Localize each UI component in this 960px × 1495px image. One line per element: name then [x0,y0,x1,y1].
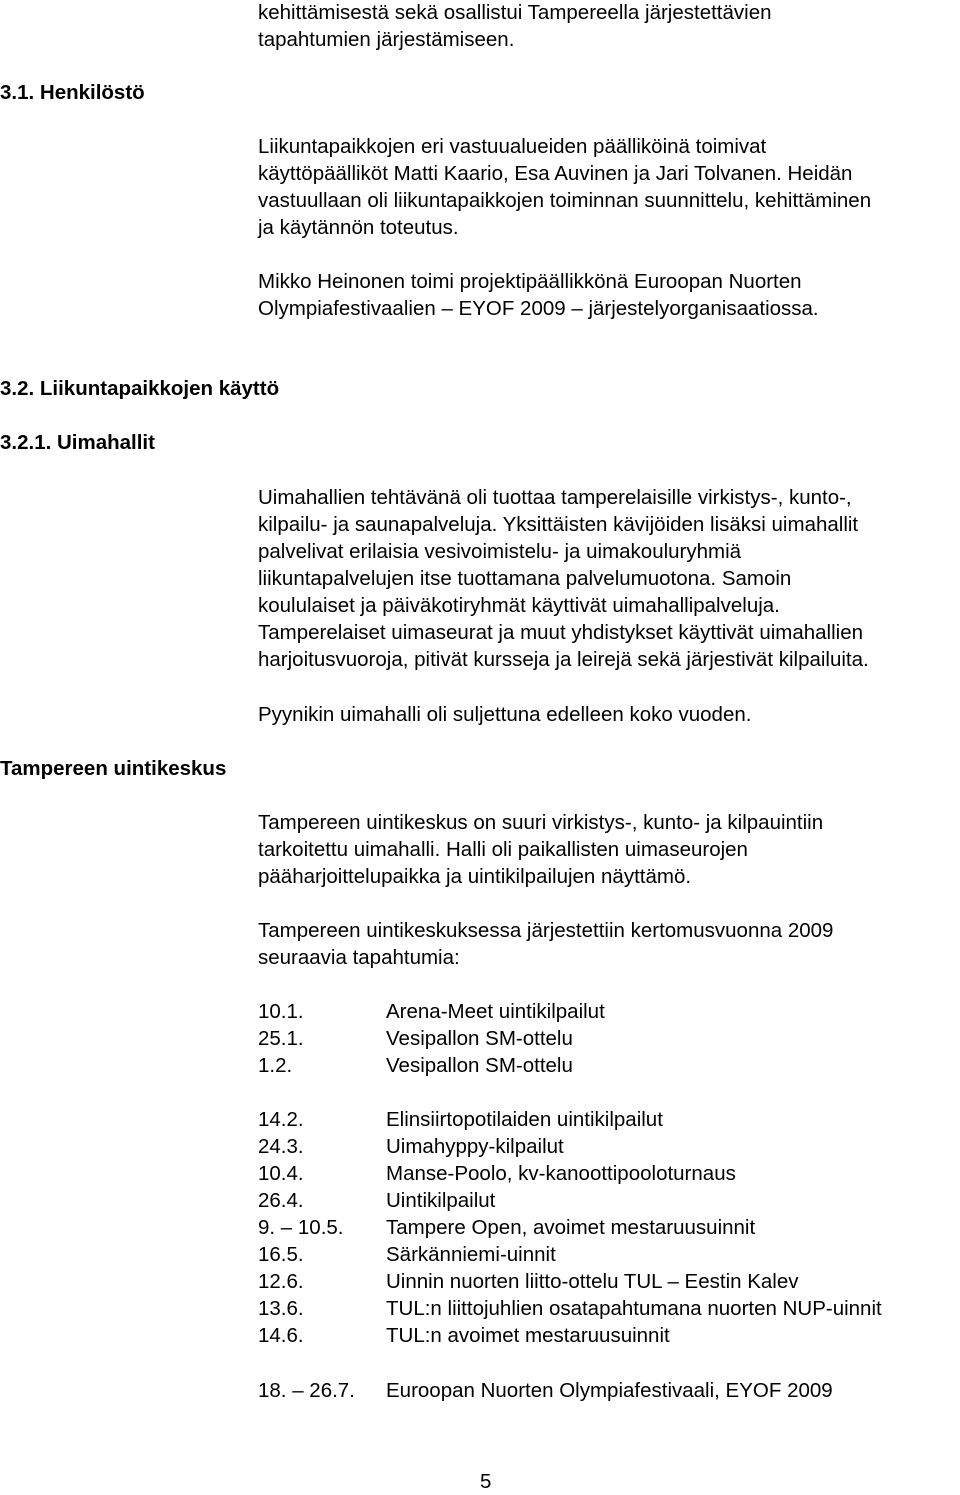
event-date: 24.3. [258,1135,304,1158]
text-line: koululaiset ja päiväkotiryhmät käyttivät uimahallipalveluja. [258,594,780,617]
text-line: liikuntapalvelujen itse tuottamana palvelumuotona. Samoin [258,567,792,590]
event-name: Vesipallon SM-ottelu [386,1054,573,1077]
text-line: pääharjoittelupaikka ja uintikilpailujen näyttämö. [258,865,692,888]
event-name: Tampere Open, avoimet mestaruusuinnit [386,1216,756,1239]
event-name: TUL:n liittojuhlien osatapahtumana nuorten NUP-uinnit [386,1297,882,1320]
text-line: Tampereen uintikeskus on suuri virkistys-, kunto- ja kilpauintiin [258,811,824,834]
event-name: Arena-Meet uintikilpailut [386,1000,605,1023]
text-line: Mikko Heinonen toimi projektipäällikkönä Euroopan Nuorten [258,270,802,293]
event-name: Särkänniemi-uinnit [386,1243,556,1266]
text-line: Tampereen uintikeskuksessa järjestettiin kertomusvuonna 2009 [258,919,834,942]
section-heading-kaytto: 3.2. Liikuntapaikkojen käyttö [0,377,280,400]
text-line: Uimahallien tehtävänä oli tuottaa tamperelaisille virkistys-, kunto-, [258,486,852,509]
text-line: kilpailu- ja saunapalveluja. Yksittäisten kävijöiden lisäksi uimahallit [258,513,859,536]
event-date: 13.6. [258,1297,304,1320]
event-date: 10.4. [258,1162,304,1185]
text-line: Tamperelaiset uimaseurat ja muut yhdistykset käyttivät uimahallien [258,621,864,644]
text-line: harjoitusvuoroja, pitivät kursseja ja leirejä sekä järjestivät kilpailuita. [258,648,869,671]
text-line: kehittämisestä sekä osallistui Tampereella järjestettävien [258,1,772,24]
event-date: 9. – 10.5. [258,1216,344,1239]
text-line: palvelivat erilaisia vesivoimistelu- ja uimakouluryhmiä [258,540,742,563]
event-name: Uinnin nuorten liitto-ottelu TUL – Eestin Kalev [386,1270,799,1293]
section-heading-uintikeskus: Tampereen uintikeskus [0,757,227,780]
event-name: Uintikilpailut [386,1189,496,1212]
text-line: tarkoitettu uimahalli. Halli oli paikallisten uimaseurojen [258,838,748,861]
event-name: Manse-Poolo, kv-kanoottipooloturnaus [386,1162,736,1185]
event-name: Vesipallon SM-ottelu [386,1027,573,1050]
event-date: 18. – 26.7. [258,1379,355,1402]
event-date: 10.1. [258,1000,304,1023]
event-date: 25.1. [258,1027,304,1050]
section-heading-uimahallit: 3.2.1. Uimahallit [0,431,155,454]
text-line: Olympiafestivaalien – EYOF 2009 – järjestelyorganisaatiossa. [258,297,819,320]
text-line: käyttöpäälliköt Matti Kaario, Esa Auvinen ja Jari Tolvanen. Heidän [258,162,853,185]
event-name: Euroopan Nuorten Olympiafestivaali, EYOF 2009 [386,1379,833,1402]
text-line: ja käytännön toteutus. [258,216,459,239]
text-line: vastuullaan oli liikuntapaikkojen toiminnan suunnittelu, kehittäminen [258,189,872,212]
uimahallit-paragraph-2: Pyynikin uimahalli oli suljettuna edelleen koko vuoden. [258,703,752,726]
event-date: 1.2. [258,1054,293,1077]
text-line: seuraavia tapahtumia: [258,946,460,969]
event-date: 26.4. [258,1189,304,1212]
page-number: 5 [480,1470,492,1493]
event-date: 16.5. [258,1243,304,1266]
text-line: tapahtumien järjestämiseen. [258,28,515,51]
event-date: 12.6. [258,1270,304,1293]
event-date: 14.2. [258,1108,304,1131]
event-name: Uimahyppy-kilpailut [386,1135,564,1158]
event-name: Elinsiirtopotilaiden uintikilpailut [386,1108,663,1131]
section-heading-henkilosto: 3.1. Henkilöstö [0,81,145,104]
text-line: Liikuntapaikkojen eri vastuualueiden päälliköinä toimivat [258,135,767,158]
event-date: 14.6. [258,1324,304,1347]
event-name: TUL:n avoimet mestaruusuinnit [386,1324,670,1347]
